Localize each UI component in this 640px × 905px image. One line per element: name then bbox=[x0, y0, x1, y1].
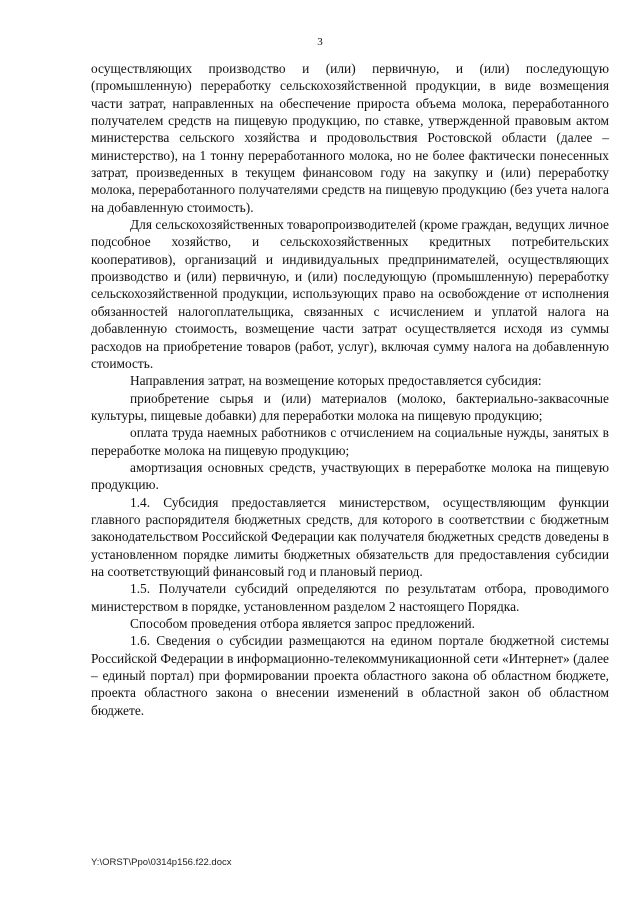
paragraph-1-4: 1.4. Субсидия предоставляется министерством, осуществляющим функции главного распорядителя бюджетных средств, для которого в соответствии с бюджетным законодательством Российской Федерации как получателя бюджетных средств доведены в установленном порядке лимиты бюджетных обязательств для предоставления субсидии на соответствующий финансовый год и плановый период. bbox=[91, 494, 609, 579]
paragraph-continuation: осуществляющих производство и (или) первичную, и (или) последующую (промышленную) переработку сельскохозяйственной продукции, в виде возмещения части затрат, направленных на обеспечение прироста объема молока, переработанного получателем средств на пищевую продукцию, по ставке, утвержденной правовым актом министерства сельского хозяйства и продовольствия Ростовской области (далее – министерство), на 1 тонну переработанного молока, но не более фактически понесенных затрат, произведенных в текущем финансовом году на закупку и (или) переработку молока, переработанного получателями средств на пищевую продукцию (без учета налога на добавленную стоимость). bbox=[91, 61, 609, 215]
paragraph-raw-materials: приобретение сырья и (или) материалов (молоко, бактериально-заквасочные культуры, пищевые добавки) для переработки молока на пищевую продукцию; bbox=[91, 390, 609, 423]
document-body bbox=[91, 60, 609, 719]
paragraph-selection-method: Способом проведения отбора является запрос предложений. bbox=[130, 616, 476, 631]
file-path-footer: Y:\ORST\Ppo\0314p156.f22.docx bbox=[91, 857, 232, 868]
page-number: 3 bbox=[317, 36, 323, 48]
paragraph-labor: оплата труда наемных работников с отчислением на социальные нужды, занятых в переработке молока на пищевую продукцию; bbox=[91, 425, 609, 458]
paragraph-1-5: 1.5. Получатели субсидий определяются по результатам отбора, проводимого министерством в порядке, установленном разделом 2 настоящего Порядка. bbox=[91, 581, 609, 614]
paragraph-1-6: 1.6. Сведения о субсидии размещаются на едином портале бюджетной системы Российской Федерации в информационно-телекоммуникационной сети «Интернет» (далее – единый портал) при формировании проекта областного закона об областном бюджете, проекта областного закона о внесении изменений в областной закон об областном бюджете. bbox=[91, 633, 609, 718]
paragraph-depreciation: амортизация основных средств, участвующих в переработке молока на пищевую продукцию. bbox=[91, 459, 609, 493]
paragraph-vat-exemption: Для сельскохозяйственных товаропроизводителей (кроме граждан, ведущих личное подсобное хозяйство, и сельскохозяйственных кредитных потребительских кооперативов), организаций и индивидуальных предпринимателей, осуществляющих производство и (или) первичную, и (или) последующую (промышленную) переработку сельскохозяйственной продукции, использующих право на освобождение от исполнения обязанностей налогоплательщика, связанных с исчислением и уплатой налога на добавленную стоимость, возмещение части затрат осуществляется исходя из суммы расходов на приобретение товаров (работ, услуг), включая сумму налога на добавленную стоимость. bbox=[91, 217, 609, 371]
paragraph-cost-directions: Направления затрат, на возмещение которых предоставляется субсидия: bbox=[130, 373, 542, 389]
